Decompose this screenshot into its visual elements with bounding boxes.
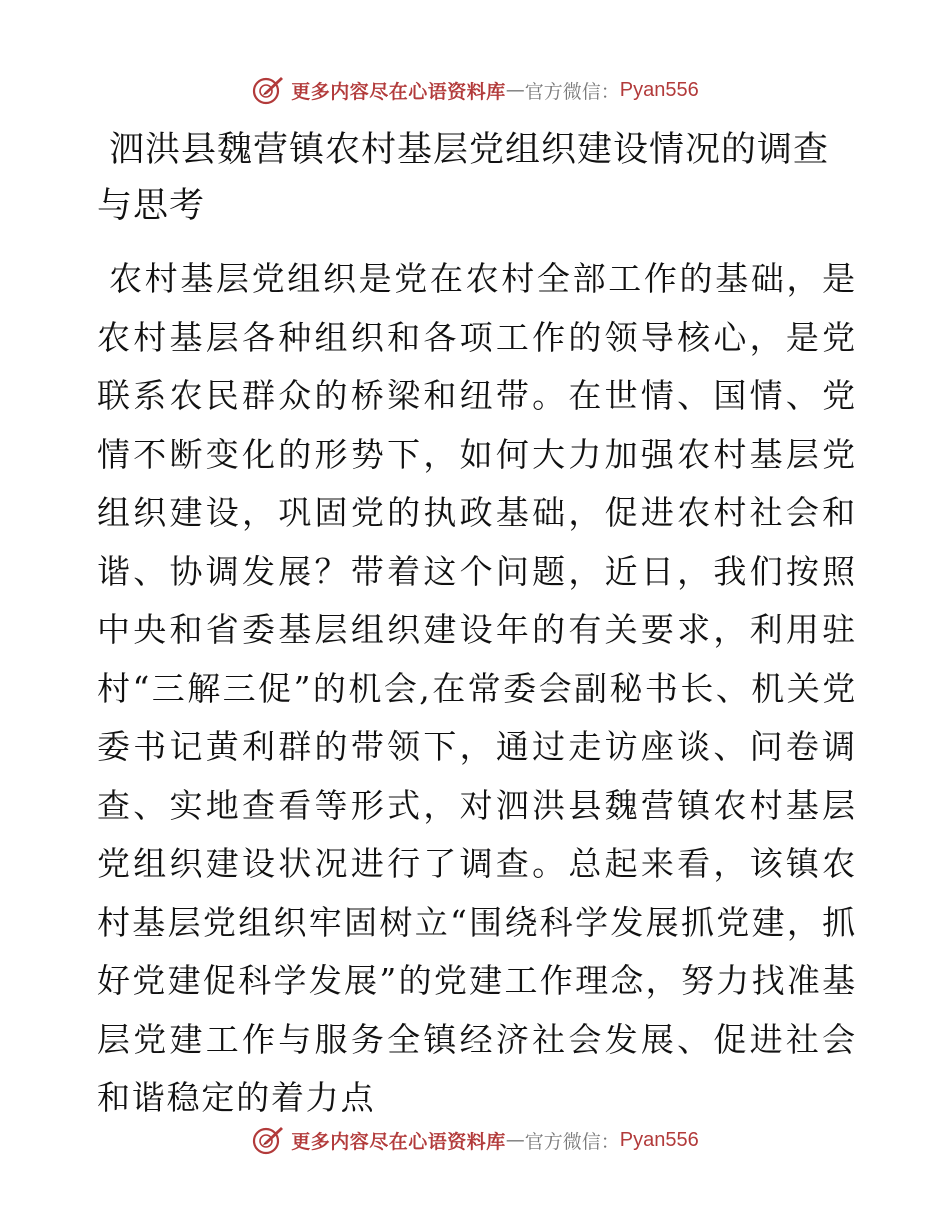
watermark-brand-text: 更多内容尽在心语资料库 bbox=[291, 80, 506, 103]
watermark-brand-text: 更多内容尽在心语资料库 bbox=[291, 1130, 506, 1153]
watermark-contact-label: 官方微信： bbox=[524, 1130, 620, 1153]
document-paragraph: 农村基层党组织是党在农村全部工作的基础，是农村基层各种组织和各项工作的领导核心，是党联系农民群众的桥梁和纽带。在世情、国情、党情不断变化的形势下，如何大力加强农村基层党组织建设，巩固党的执政基础，促进农村社会和谐、协调发展？带着这个问题，近日，我们按照中央和省委基层组织建设年的有关要求，利用驻村“三解三促”的机会,在常委会副秘书长、机关党委书记黄利群的带领下，通过走访座谈、问卷调查、实地查看等形式，对泗洪县魏营镇农村基层党组织建设状况进行了调查。总起来看，该镇农村基层党组织牢固树立“围绕科学发展抓党建，抓好党建促科学发展”的党建工作理念，努力找准基层党建工作与服务全镇经济社会发展、促进社会和谐稳定的着力点 bbox=[97, 259, 857, 1117]
pen-logo-icon bbox=[251, 1123, 285, 1157]
footer-watermark bbox=[0, 1120, 950, 1160]
watermark-contact-id: Pyan556 bbox=[619, 78, 699, 101]
watermark-contact-label: 官方微信： bbox=[524, 80, 620, 103]
watermark-separator: — bbox=[505, 1129, 525, 1151]
document-title: 泗洪县魏营镇农村基层党组织建设情况的调查与思考 bbox=[97, 130, 830, 226]
pen-logo-icon bbox=[251, 73, 285, 107]
watermark-contact-id: Pyan556 bbox=[619, 1128, 699, 1151]
watermark-separator: — bbox=[505, 79, 525, 101]
header-watermark bbox=[0, 70, 950, 110]
